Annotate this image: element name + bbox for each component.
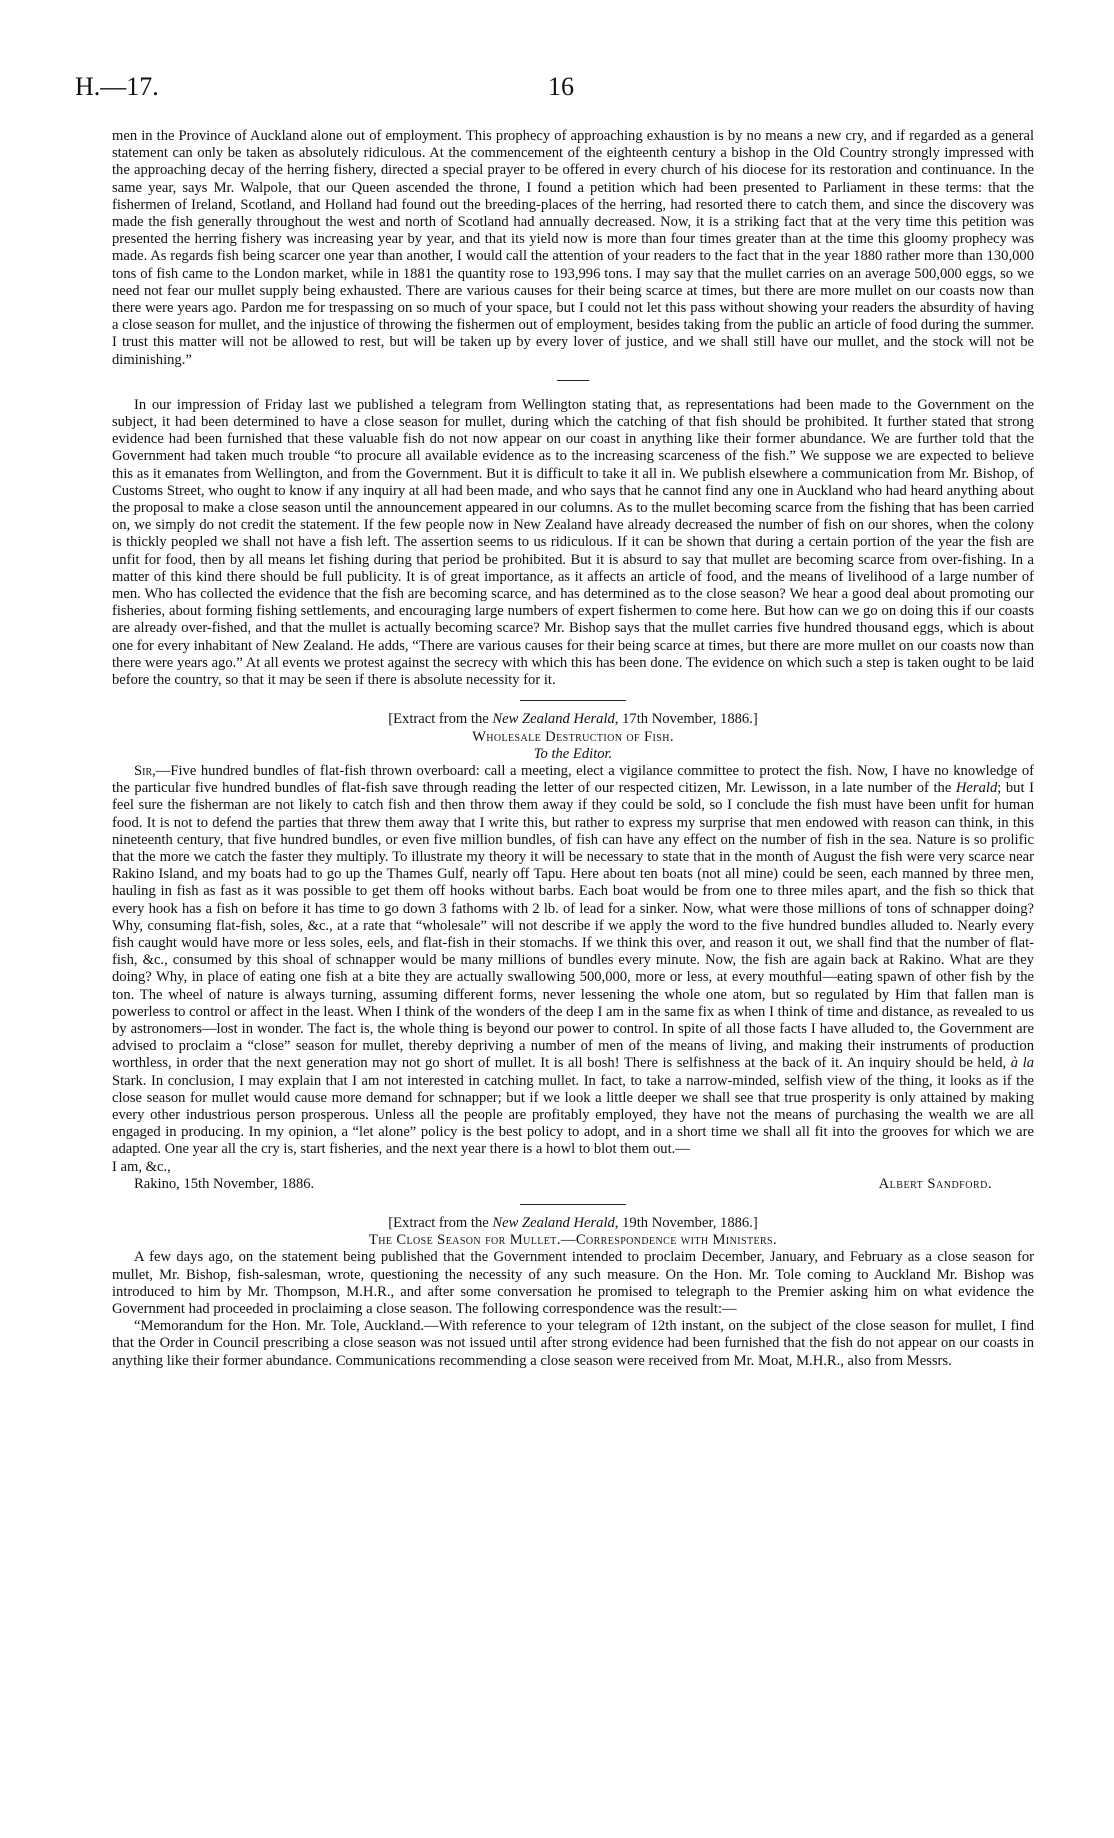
newspaper-name: New Zealand Herald [492,1214,615,1231]
document-id: H.—17. [75,72,159,101]
paragraph: “Memorandum for the Hon. Mr. Tole, Auckland.—With reference to your telegram of 12th instant, on the subject of the close season for mullet, I find that the Order in Council prescribing a close season was not issued until after strong evidence had been furnished that the fish do not appear on our coasts in anything like their former abundance. Communications recommending a close season were received from Mr. Moat, M.H.R., also from Messrs. [112,1318,1034,1369]
extract-source [112,711,1034,728]
letter-closing: I am, &c., [112,1158,171,1175]
extract-source [112,1215,1034,1232]
newspaper-name: New Zealand Herald [492,711,615,728]
paragraph: A few days ago, on the statement being published that the Government intended to proclaim December, January, and February as a close season for mullet, Mr. Bishop, fish-salesman, wrote, questioning the necessity of any such measure. On the Hon. Mr. Tole coming to Auckland Mr. Bishop was introduced to him by Mr. Thompson, M.H.R., and after some conversation he promised to telegraph to the Premier asking him on what evidence the Government had proceeded in proclaiming a close season. The following correspondence was the result:— [112,1249,1034,1317]
section-divider [520,700,626,701]
article-title: The Close Season for Mullet.—Correspondence with Ministers. [368,1232,778,1249]
section-divider [557,380,589,381]
paragraph: In our impression of Friday last we published a telegram from Wellington stating that, as representations had been made to the Government on the subject, it had been determined to have a close season for mullet, during which the catching of that fish should be prohibited. It further stated that strong evidence had been furnished that these valuable fish do not now appear on our coast in anything like their former abundance. We are further told that the Government had taken much trouble “to procure all available evidence as to the increasing scarceness of the fish.” We suppose we are expected to believe this as it emanates from Wellington, and from the Government. But it is difficult to take it all in. We publish elsewhere a communication from Mr. Bishop, of Customs Street, who ought to know if any inquiry at all had been made, and who says that he cannot find any one in Auckland who had heard anything about the proposal to make a close season until the announcement appeared in our columns. As to the mullet becoming scarce from the fishing that has been carried on, we simply do not credit the statement. If the few people now in New Zealand have already decreased the number of fish on our shores, when the colony is thickly peopled we shall not have a fish left. The assertion seems to us ridiculous. If it can be shown that during a certain portion of the year the fish are unfit for food, then by all means let fishing during that period be prohibited. But it is absurd to say that mullet are becoming scarce from over-fishing. In a matter of this kind there should be full publicity. It is of great importance, as it affects an article of food, and the means of livelihood of a large number of men. Who has collected the evidence that the fish are becoming scarce, and has determined as to the close season? We hear a good deal about promoting our fisheries, about forming fishing settlements, and encouraging large numbers of expert fishermen to come here. But how can we go on doing this if our coasts are already over-fished, and that the mullet is actually becoming scarce? Mr. Bishop says that the mullet carries five hundred thousand eggs, which is about one for every inhabitant of New Zealand. He adds, “There are various causes for their being scarce at times, but there are more mullet on our coasts now than there were years ago.” At all events we protest against the secrecy with which this has been done. The evidence on which such a step is taken ought to be laid before the country, so that it may be seen if there is absolute necessity for it. [112,396,1034,689]
letter-text: Stark. In conclusion, I may explain that I am not interested in catching mullet. In fact, to take a narrow-minded, selfish view of the thing, it looks as if the close season for mullet would cause more demand for schnapper; but if we look a little deeper we shall see that true prosperity is only attained by making every other industrious person prosperous. Unless all the people are profitably employed, they have not the means of purchasing the wealth we are all engaged in producing. In my opinion, a “let alone” policy is the best policy to adopt, and in a short time we shall all fit into the grooves for which we are adapted. One year all the cry is, start fisheries, and the next year there is a howl to blot them out.— [112,1072,1034,1158]
letter-signature: Albert Sandford. [878,1175,992,1192]
article-title: Wholesale Destruction of Fish. [472,728,674,745]
letter-place-date: Rakino, 15th November, 1886. [134,1175,315,1192]
extract-date: , 17th November, 1886.] [614,711,758,728]
letter-signoff [112,1176,1034,1193]
letter-text: —Five hundred bundles of flat-fish thrown overboard: call a meeting, elect a vigilance committee to protect the fish. Now, I have no knowledge of the particular five hundred bundles of flat-fish save through reading the letter of our respected citizen, Mr. Lewisson, in a late number of the [112,762,1034,797]
section-divider [520,1204,626,1205]
newspaper-ref: Herald [955,780,998,797]
foreign-phrase: à la [1010,1055,1034,1072]
letter-body [112,763,1034,1159]
paragraph: men in the Province of Auckland alone out of employment. This prophecy of approaching exhaustion is by no means a new cry, and if regarded as a general statement can only be taken as absolutely ridiculous. At the commencement of the eighteenth century a bishop in the Old Country strongly impressed with the approaching decay of the herring fishery, directed a special prayer to be offered in every church of his diocese for its restoration and continuance. In the same year, says Mr. Walpole, that our Queen ascended the throne, I found a petition which had been presented to Parliament in these terms: that the fishermen of Ireland, Scotland, and Holland had found out the breeding-places of the herring, had resorted there to catch them, and since the discovery was made the fish generally throughout the west and north of Scotland had annually decreased. Now, it is a striking fact that at the very time this petition was presented the herring fishery was increasing year by year, and that its yield now is more than four times greater than at the time this gloomy prophecy was made. As regards fish being scarcer one year than another, I would call the attention of your readers to the fact that in the year 1880 rather more than 130,000 tons of fish came to the London market, while in 1881 the quantity rose to 193,996 tons. I may say that the mullet carries on an average 500,000 eggs, so we need not fear our mullet supply being exhausted. There are various causes for their being scarce at times, but there are more mullet on our coasts now than there were years ago. Pardon me for trespassing on so much of your space, but I could not let this pass without showing your readers the absurdity of having a close season for mullet, and the injustice of throwing the fishermen out of employment, besides taking from the public an article of food during the summer. I trust this matter will not be allowed to rest, but will be taken up by every lover of justice, and we shall still have our mullet, and the stock will not be diminishing.” [112,128,1035,368]
page-number: 16 [548,72,574,101]
letter-text: ; but I feel sure the fisherman are not likely to catch fish and then throw them away if they could be sold, so I conclude the fish must have been unfit for human food. It is not to defend the parties that threw them away that I write this, but rather to express my surprise that men endowed with reason can think, in this nineteenth century, that five hundred bundles, or even five million bundles, of fish can have any effect on the number of fish in the sea. Nature is so prolific that the more we catch the faster they multiply. To illustrate my theory it will be necessary to state that in the month of August the fish were very scarce near Rakino Island, and my boats had to go up the Thames Gulf, nearly off Tapu. Here about ten boats (not all mine) could be seen, each manned by three men, hauling in fish as fast as it was possible to get them off hooks without barbs. Each boat would be from one to three miles apart, and the fish so thick that every hook has a fish on before it has time to go down 3 fathoms with 2 lb. of lead for a sinker. Now, what were those millions of tons of schnapper doing? Why, consuming flat-fish, soles, &c., at a rate that “wholesale” will not describe if we apply the word to the five hundred bundles alluded to. Nearly every fish caught would have more or less soles, eels, and flat-fish in their stomachs. If we think this over, and reason it out, we shall find that the number of flat-fish, &c., consumed by this shoal of schnapper would be many millions of bundles every minute. Now, the fish are again back at Rakino. What are they doing? Why, in place of eating one fish at a bite they are actually swallowing 500,000, more or less, at every mouthful—eating spawn of other fish by the ton. The wheel of nature is always turning, assuming different forms, never lessening the whole one atom, but so regulated by Him that fallen man is powerless to control or affect in the least. When I think of the wonders of the deep I am in the same fix as when I think of time and distance, as revealed to us by astronomers—lost in wonder. The fact is, the whole thing is beyond our power to control. In spite of all those facts I have alluded to, the Government are advised to proclaim a “close” season for mullet, thereby depriving a number of men of the means of living, and making their instruments of production worthless, in order that the next generation may not go short of mullet. It is all bosh! There is selfishness at the back of it. An inquiry should be held, [112,780,1034,1072]
extract-prefix: [Extract from the [388,711,493,728]
letter-salutation: Sir, [134,762,156,779]
article-subtitle: To the Editor. [533,745,613,762]
extract-prefix: [Extract from the [388,1214,493,1231]
body-text [112,128,1034,1370]
extract-date: , 19th November, 1886.] [614,1214,758,1231]
